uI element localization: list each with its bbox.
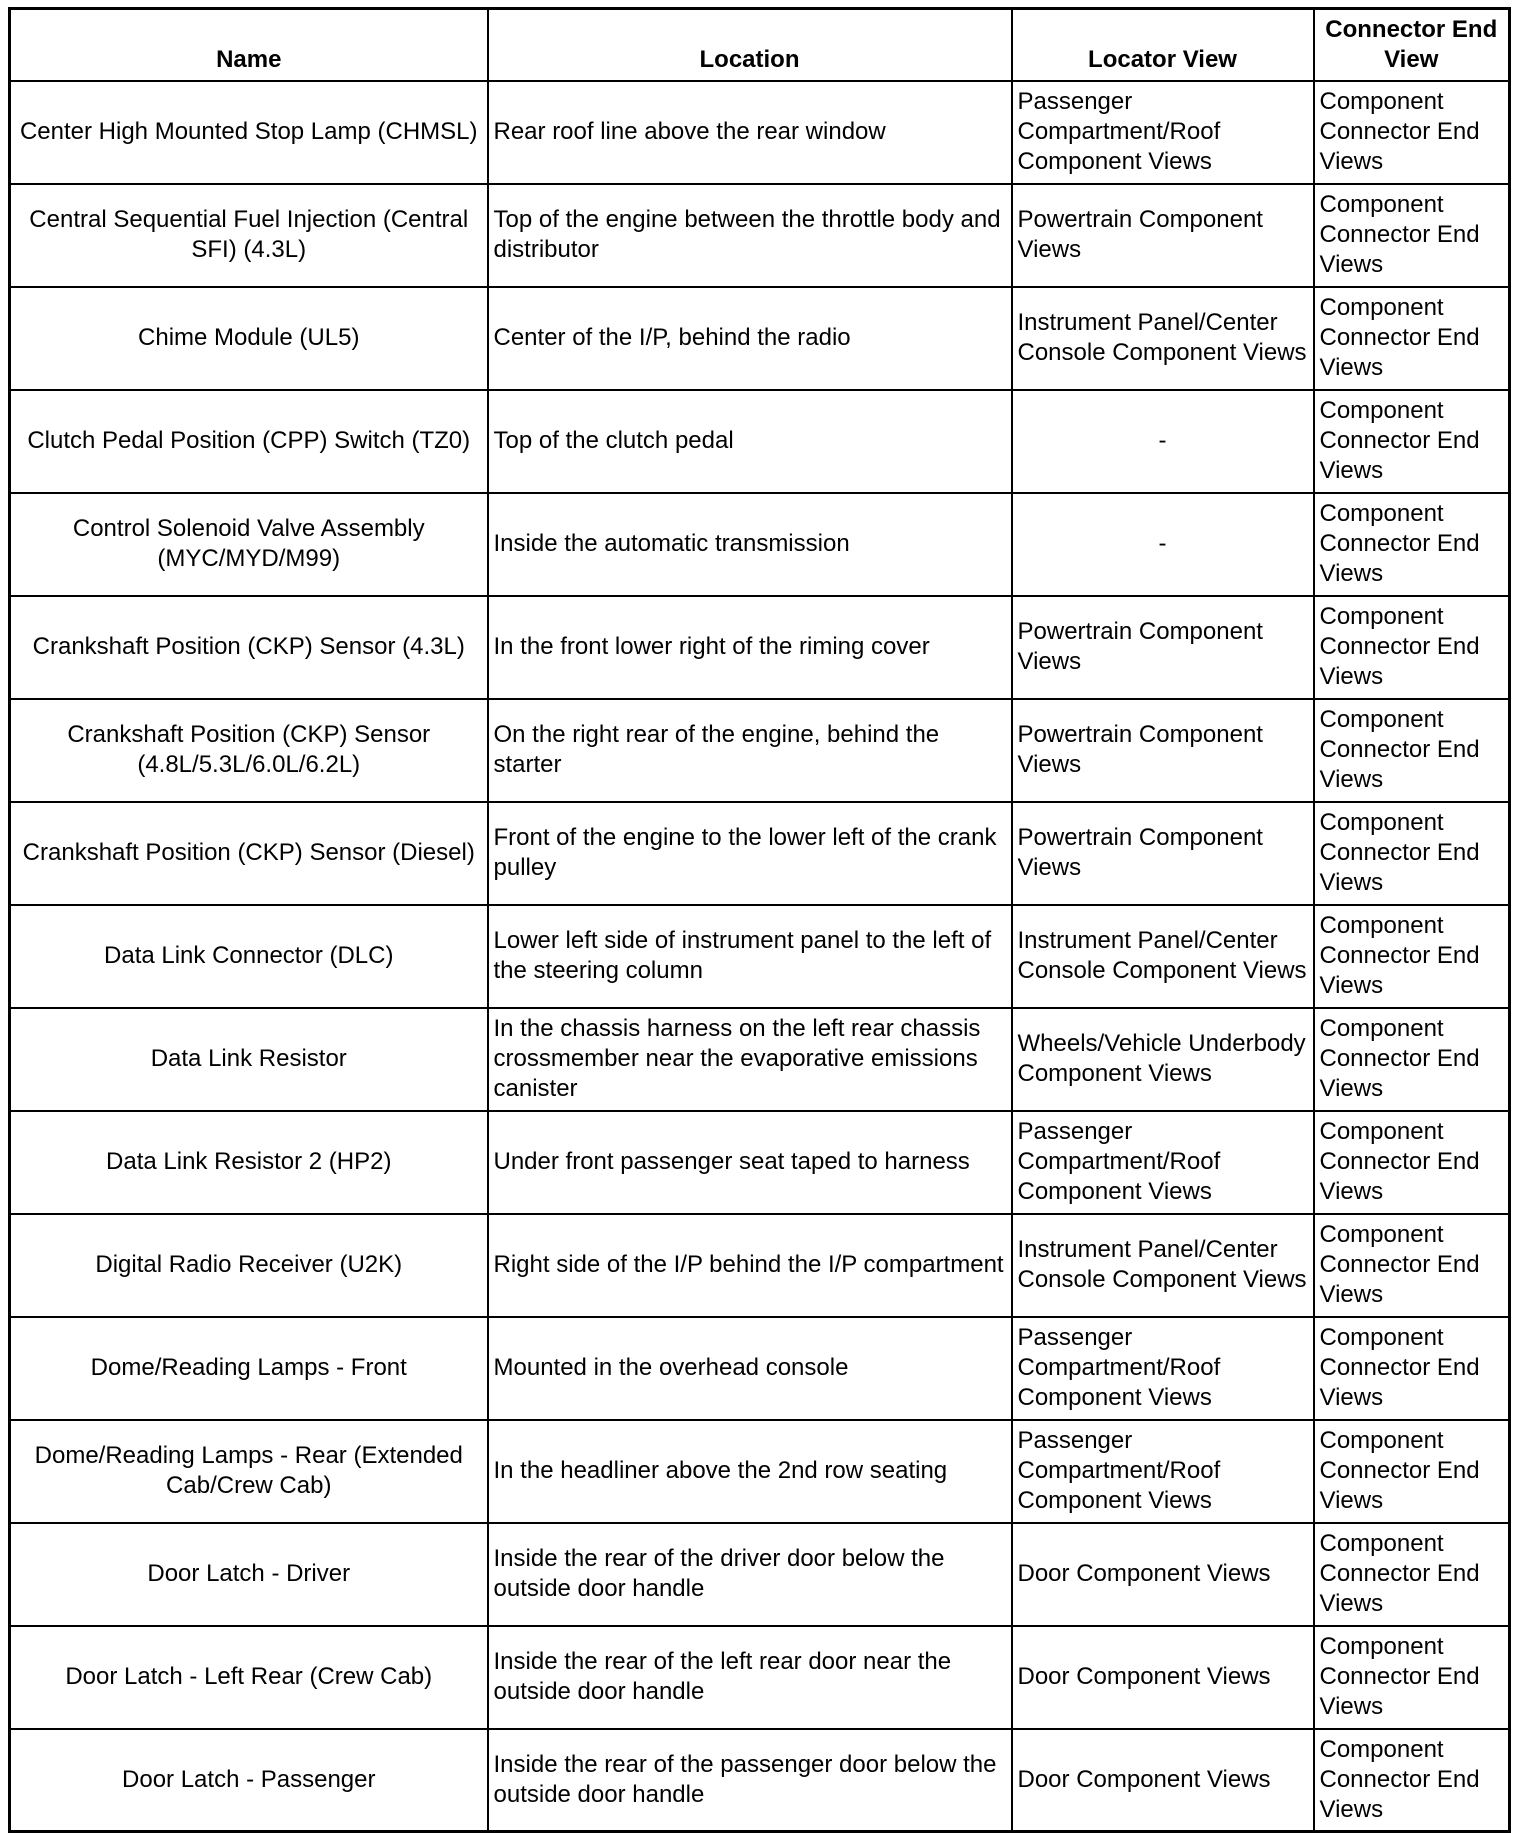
table-row — [10, 699, 1510, 802]
cell-locator-view: Door Component Views — [1012, 1523, 1314, 1626]
cell-location: Right side of the I/P behind the I/P compartment — [488, 1214, 1012, 1317]
cell-connector-end-view: Component Connector End Views — [1314, 905, 1510, 1008]
cell-connector-end-view: Component Connector End Views — [1314, 1111, 1510, 1214]
table-row — [10, 1626, 1510, 1729]
table-row — [10, 1523, 1510, 1626]
cell-location: Center of the I/P, behind the radio — [488, 287, 1012, 390]
cell-name: Digital Radio Receiver (U2K) — [10, 1214, 488, 1317]
cell-locator-view: - — [1012, 493, 1314, 596]
cell-name: Chime Module (UL5) — [10, 287, 488, 390]
table-row — [10, 596, 1510, 699]
cell-locator-view: - — [1012, 390, 1314, 493]
cell-name: Data Link Resistor 2 (HP2) — [10, 1111, 488, 1214]
cell-locator-view: Wheels/Vehicle Underbody Component Views — [1012, 1008, 1314, 1111]
cell-location: Inside the rear of the passenger door below the outside door handle — [488, 1729, 1012, 1832]
table-row — [10, 905, 1510, 1008]
cell-location: In the chassis harness on the left rear chassis crossmember near the evaporative emissions canister — [488, 1008, 1012, 1111]
cell-name: Data Link Resistor — [10, 1008, 488, 1111]
cell-locator-view: Powertrain Component Views — [1012, 802, 1314, 905]
cell-connector-end-view: Component Connector End Views — [1314, 184, 1510, 287]
cell-locator-view: Instrument Panel/Center Console Component Views — [1012, 287, 1314, 390]
cell-connector-end-view: Component Connector End Views — [1314, 1626, 1510, 1729]
cell-connector-end-view: Component Connector End Views — [1314, 1317, 1510, 1420]
table-row — [10, 287, 1510, 390]
header-locator-view: Locator View — [1012, 9, 1314, 81]
cell-location: In the front lower right of the riming cover — [488, 596, 1012, 699]
header-connector-end-view: Connector End View — [1314, 9, 1510, 81]
cell-connector-end-view: Component Connector End Views — [1314, 1214, 1510, 1317]
cell-locator-view: Powertrain Component Views — [1012, 184, 1314, 287]
cell-name: Crankshaft Position (CKP) Sensor (4.3L) — [10, 596, 488, 699]
cell-connector-end-view: Component Connector End Views — [1314, 802, 1510, 905]
table-row — [10, 1420, 1510, 1523]
cell-locator-view: Passenger Compartment/Roof Component Views — [1012, 1420, 1314, 1523]
table-row — [10, 1214, 1510, 1317]
cell-location: Rear roof line above the rear window — [488, 81, 1012, 184]
table-row — [10, 802, 1510, 905]
cell-name: Clutch Pedal Position (CPP) Switch (TZ0) — [10, 390, 488, 493]
cell-connector-end-view: Component Connector End Views — [1314, 1523, 1510, 1626]
cell-name: Dome/Reading Lamps - Front — [10, 1317, 488, 1420]
cell-location: Under front passenger seat taped to harness — [488, 1111, 1012, 1214]
table-row — [10, 493, 1510, 596]
cell-name: Crankshaft Position (CKP) Sensor (4.8L/5.3L/6.0L/6.2L) — [10, 699, 488, 802]
cell-connector-end-view: Component Connector End Views — [1314, 493, 1510, 596]
cell-connector-end-view: Component Connector End Views — [1314, 1729, 1510, 1832]
cell-location: On the right rear of the engine, behind the starter — [488, 699, 1012, 802]
cell-connector-end-view: Component Connector End Views — [1314, 596, 1510, 699]
cell-name: Door Latch - Passenger — [10, 1729, 488, 1832]
table-row — [10, 1111, 1510, 1214]
table-row — [10, 1008, 1510, 1111]
cell-connector-end-view: Component Connector End Views — [1314, 699, 1510, 802]
cell-locator-view: Instrument Panel/Center Console Component Views — [1012, 1214, 1314, 1317]
cell-connector-end-view: Component Connector End Views — [1314, 287, 1510, 390]
table-row — [10, 81, 1510, 184]
cell-location: Inside the rear of the driver door below the outside door handle — [488, 1523, 1012, 1626]
cell-locator-view: Passenger Compartment/Roof Component Views — [1012, 1111, 1314, 1214]
cell-locator-view: Passenger Compartment/Roof Component Views — [1012, 81, 1314, 184]
cell-location: In the headliner above the 2nd row seating — [488, 1420, 1012, 1523]
cell-location: Top of the clutch pedal — [488, 390, 1012, 493]
cell-connector-end-view: Component Connector End Views — [1314, 1008, 1510, 1111]
header-location: Location — [488, 9, 1012, 81]
cell-name: Crankshaft Position (CKP) Sensor (Diesel) — [10, 802, 488, 905]
cell-name: Center High Mounted Stop Lamp (CHMSL) — [10, 81, 488, 184]
cell-location: Mounted in the overhead console — [488, 1317, 1012, 1420]
component-locator-table — [8, 7, 1511, 1833]
table-row — [10, 1729, 1510, 1832]
cell-name: Door Latch - Left Rear (Crew Cab) — [10, 1626, 488, 1729]
cell-locator-view: Instrument Panel/Center Console Component Views — [1012, 905, 1314, 1008]
cell-locator-view: Passenger Compartment/Roof Component Views — [1012, 1317, 1314, 1420]
table-row — [10, 390, 1510, 493]
table-row — [10, 1317, 1510, 1420]
cell-connector-end-view: Component Connector End Views — [1314, 81, 1510, 184]
cell-name: Door Latch - Driver — [10, 1523, 488, 1626]
cell-location: Inside the rear of the left rear door near the outside door handle — [488, 1626, 1012, 1729]
header-row — [10, 9, 1510, 81]
cell-name: Control Solenoid Valve Assembly (MYC/MYD/M99) — [10, 493, 488, 596]
header-name: Name — [10, 9, 488, 81]
table-row — [10, 184, 1510, 287]
cell-locator-view: Powertrain Component Views — [1012, 596, 1314, 699]
cell-location: Inside the automatic transmission — [488, 493, 1012, 596]
cell-locator-view: Door Component Views — [1012, 1626, 1314, 1729]
cell-location: Top of the engine between the throttle body and distributor — [488, 184, 1012, 287]
cell-name: Central Sequential Fuel Injection (Central SFI) (4.3L) — [10, 184, 488, 287]
cell-name: Data Link Connector (DLC) — [10, 905, 488, 1008]
cell-locator-view: Door Component Views — [1012, 1729, 1314, 1832]
cell-name: Dome/Reading Lamps - Rear (Extended Cab/Crew Cab) — [10, 1420, 488, 1523]
cell-location: Front of the engine to the lower left of the crank pulley — [488, 802, 1012, 905]
cell-connector-end-view: Component Connector End Views — [1314, 390, 1510, 493]
cell-connector-end-view: Component Connector End Views — [1314, 1420, 1510, 1523]
cell-locator-view: Powertrain Component Views — [1012, 699, 1314, 802]
cell-location: Lower left side of instrument panel to the left of the steering column — [488, 905, 1012, 1008]
